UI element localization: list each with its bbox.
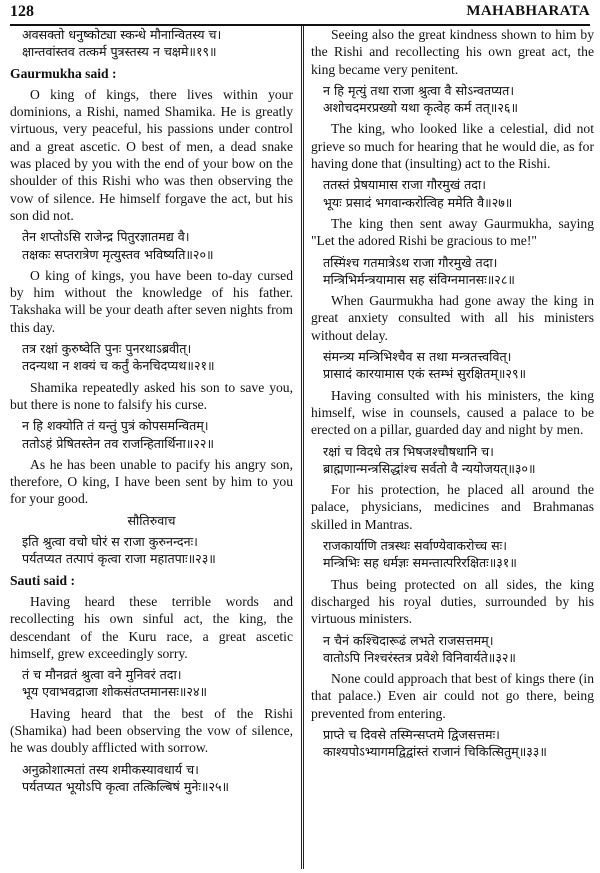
sanskrit-verse: तत्र रक्षां कुरुष्वेति पुनः पुनरथाऽब्रवीत्।: [22, 341, 192, 357]
sanskrit-verse: अनुक्रोशात्मतां तस्य शमीकस्यावधार्य च।: [22, 761, 199, 777]
translation-paragraph: The king, who looked like a celestial, did not grieve so much for hearing that he would die, as for having done that (insulting) act to the Rishi.: [311, 121, 594, 172]
sanskrit-verse: संमन्त्र्य मन्त्रिभिश्चैव स तथा मन्त्रतत्त्ववित्।: [323, 349, 512, 365]
sanskrit-verse: प्राप्ते च दिवसे तस्मिन्सप्तमे द्विजसत्तमः।: [323, 726, 500, 742]
sanskrit-verse: मन्त्रिभिः सह धर्मज्ञः समन्तात्परिरक्षितः॥३१॥: [323, 555, 517, 571]
sanskrit-verse: भूय एवाभवद्राजा शोकसंतप्तमानसः॥२४॥: [22, 684, 208, 700]
sanskrit-verse: तस्मिंश्च गतमात्रेऽथ राजा गौरमुखे तदा।: [323, 254, 498, 270]
speaker-heading: Gaurmukha said :: [10, 65, 117, 81]
column-divider: [301, 26, 304, 869]
translation-paragraph: O king of kings, there lives within your dominions, a Rishi, named Shamika. He is greatly virtuous, very peaceful, his passions under control and a great ascetic. O best of men, a dead snake was placed by you with the end of your bow on the shoulder of this Rishi who was then observing the vow of silence. He himself forgave the act, but his son did not.: [10, 86, 293, 223]
translation-paragraph: O king of kings, you have been to-day cursed by him without the knowledge of his father. Takshaka will be your death after seven nights from this day.: [10, 267, 293, 335]
sanskrit-verse: राजकार्याणि तत्रस्थः सर्वाण्येवाकरोच्च सः।: [323, 538, 507, 554]
right-column: [311, 26, 594, 873]
sanskrit-verse: तक्षकः सप्तरात्रेण मृत्युस्तव भविष्यति॥२०॥: [22, 246, 214, 262]
sanskrit-verse: पर्यतप्यत तत्पापं कृत्वा राजा महातपाः॥२३॥: [22, 551, 216, 567]
running-title: MAHABHARATA: [466, 3, 590, 19]
translation-paragraph: Seeing also the great kindness shown to him by the Rishi and recollecting his own great act, the king became very penitent.: [311, 27, 594, 77]
translation-paragraph: When Gaurmukha had gone away the king in great anxiety consulted with all his ministers without delay.: [311, 293, 594, 343]
translation-paragraph: As he has been unable to pacify his angry son, therefore, O king, I have been sent by him to you for your good.: [10, 456, 293, 507]
sanskrit-verse: भूयः प्रसादं भगवान्करोत्विह ममेति वै॥२७॥: [323, 194, 513, 210]
sanskrit-verse: तेन शप्तोऽसि राजेन्द्र पितुरज्ञातमद्य वै।: [22, 229, 190, 245]
sanskrit-verse: क्षान्तवांस्तव तत्कर्म पुत्रस्तस्य न चक्षमे॥१९॥: [22, 44, 217, 60]
translation-paragraph: Having heard that the best of the Rishi (Shamika) had been observing the vow of silence, he was doubly afflicted with sorrow.: [10, 705, 293, 756]
speaker-heading-sanskrit: सौतिरुवाच: [127, 512, 176, 528]
sanskrit-verse: अवसक्तो धनुष्कोट्या स्कन्धे मौनान्वितस्य च।: [22, 27, 222, 42]
translation-paragraph: Having consulted with his ministers, the king himself, wise in counsels, caused a palace to be erected on a pillar, guarded day and night by men.: [311, 387, 594, 438]
left-column: [10, 26, 293, 873]
translation-paragraph: For his protection, he placed all around the palace, physicians, medicines and Brahmanas skilled in Mantras.: [311, 482, 594, 532]
sanskrit-verse: काश्यपोऽभ्यागमद्विद्वांस्तं राजानं चिकित्सितुम्॥३३॥: [323, 744, 547, 760]
sanskrit-verse: ततोऽहं प्रेषितस्तेन तव राजन्हितार्थिना॥२२॥: [22, 435, 214, 451]
translation-paragraph: Having heard these terrible words and recollecting his own sinful act, the king, the descendant of the Kuru race, a great ascetic himself, grew exceedingly sorry.: [10, 593, 293, 661]
sanskrit-verse: मन्त्रिभिर्मन्त्रयामास सह संविग्नमानसः॥२८॥: [323, 271, 515, 287]
page-header: [10, 2, 590, 24]
sanskrit-verse: पर्यतप्यत भूयोऽपि कृत्वा तत्किल्बिषं मुनेः॥२५॥: [22, 778, 230, 794]
sanskrit-verse: ब्राह्मणान्मन्त्रसिद्धांश्च सर्वतो वै न्ययोजयत्॥३०॥: [323, 460, 536, 476]
sanskrit-verse: न हि शक्योति तं यन्तुं पुत्रं कोपसमन्वितम्।: [22, 418, 209, 434]
sanskrit-verse: रक्षां च विदधे तत्र भिषजश्चौषधानि च।: [323, 443, 494, 459]
sanskrit-verse: न चैनं कश्चिदारूढं लभते राजसत्तमम्।: [323, 632, 494, 648]
sanskrit-verse: वातोऽपि निश्चरंस्तत्र प्रवेशे विनिवार्यते॥३२॥: [323, 649, 516, 665]
sanskrit-verse: न हि मृत्युं तथा राजा श्रुत्वा वै सोऽन्वतप्यत।: [323, 82, 515, 98]
translation-paragraph: None could approach that best of kings there (in that palace.) Even air could not go there, being prevented from entering.: [311, 671, 594, 721]
sanskrit-verse: अशोचदमरप्रख्यो यथा कृत्वेह कर्म तत्॥२६॥: [323, 100, 518, 116]
sanskrit-verse: ततस्तं प्रेषयामास राजा गौरमुखं तदा।: [323, 177, 487, 193]
sanskrit-verse: प्रासादं कारयामास एकं स्तम्भं सुरक्षितम्॥२९॥: [323, 366, 527, 382]
page-number: 128: [10, 3, 34, 20]
translation-paragraph: Thus being protected on all sides, the king discharged his royal duties, surrounded by his virtuous ministers.: [311, 576, 594, 627]
translation-paragraph: The king then sent away Gaurmukha, saying "Let the adored Rishi be gracious to me!": [311, 215, 594, 249]
speaker-heading: Sauti said :: [10, 572, 75, 588]
translation-paragraph: Shamika repeatedly asked his son to save you, but there is none to falsify his curse.: [10, 379, 293, 412]
sanskrit-verse: तं च मौनव्रतं श्रुत्वा वने मुनिवरं तदा।: [22, 667, 182, 683]
sanskrit-verse: इति श्रुत्वा वचो घोरं स राजा कुरुनन्दनः।: [22, 534, 198, 550]
sanskrit-verse: तदन्यथा न शक्यं च कर्तुं केनचिदप्यथ॥२१॥: [22, 358, 215, 374]
